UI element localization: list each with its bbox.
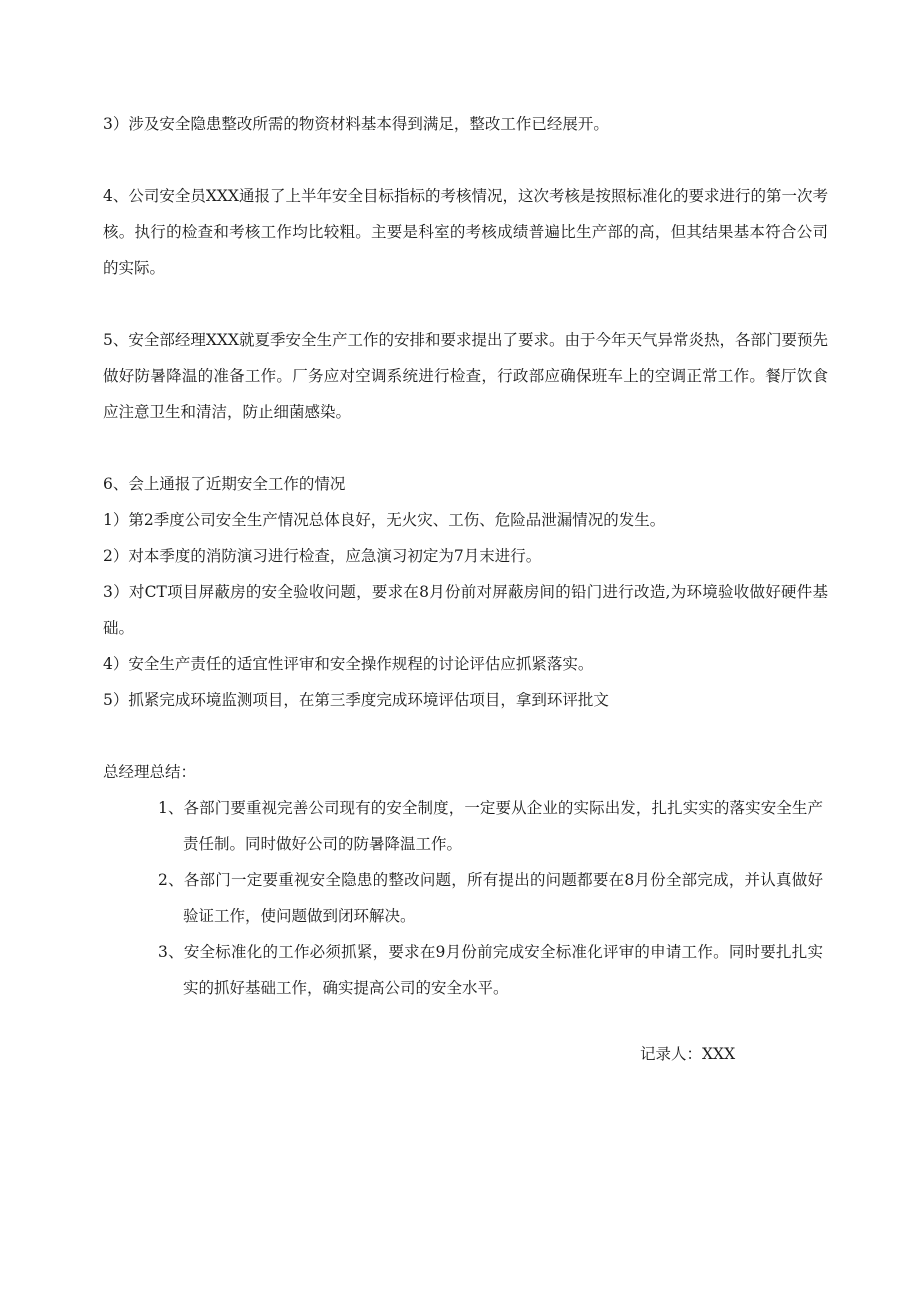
paragraph-safety-officer-report: 4、公司安全员XXX通报了上半年安全目标指标的考核情况，这次考核是按照标准化的要求进行的第一次考核。执行的检查和考核工作均比较粗。主要是科室的考核成绩普遍比生产部的高，但其结果基本符合公司的实际。 — [103, 187, 828, 277]
summary-item-2-text: 2、各部门一定要重视安全隐患的整改问题，所有提出的问题都要在8月份全部完成，并认真做好验证工作，使问题做到闭环解决。 — [158, 871, 823, 925]
list-item-environment-monitoring: 5）抓紧完成环境监测项目，在第三季度完成环境评估项目，拿到环评批文 — [103, 691, 609, 709]
summary-item-1-text: 1、各部门要重视完善公司现有的安全制度，一定要从企业的实际出发，扎扎实实的落实安全生产责任制。同时做好公司的防暑降温工作。 — [158, 799, 823, 853]
list-item-q2-safety: 1）第2季度公司安全生产情况总体良好，无火灾、工伤、危险品泄漏情况的发生。 — [103, 511, 666, 529]
summary-item-1 — [158, 790, 823, 862]
recorder-signature: 记录人：XXX — [640, 1045, 736, 1063]
summary-item-3-text: 3、安全标准化的工作必须抓紧，要求在9月份前完成安全标准化评审的申请工作。同时要扎扎实实的抓好基础工作，确实提高公司的安全水平。 — [158, 943, 823, 997]
paragraph-recent-safety-heading: 6、会上通报了近期安全工作的情况 — [103, 475, 346, 493]
list-item-ct-shielding: 3）对CT项目屏蔽房的安全验收问题，要求在8月份前对屏蔽房间的铅门进行改造,为环境验收做好硬件基础。 — [103, 583, 828, 637]
paragraph-summer-safety: 5、安全部经理XXX就夏季安全生产工作的安排和要求提出了要求。由于今年天气异常炎热，各部门要预先做好防暑降温的准备工作。厂务应对空调系统进行检查，行政部应确保班车上的空调正常工作。餐厅饮食应注意卫生和清洁，防止细菌感染。 — [103, 331, 828, 421]
list-item-fire-drill: 2）对本季度的消防演习进行检查，应急演习初定为7月末进行。 — [103, 547, 542, 565]
summary-item-2 — [158, 862, 823, 934]
list-item-responsibility-review: 4）安全生产责任的适宜性评审和安全操作规程的讨论评估应抓紧落实。 — [103, 655, 594, 673]
summary-heading: 总经理总结： — [103, 763, 197, 781]
summary-item-3 — [158, 934, 823, 1006]
paragraph-rectification-materials: 3）涉及安全隐患整改所需的物资材料基本得到满足，整改工作已经展开。 — [103, 115, 609, 133]
